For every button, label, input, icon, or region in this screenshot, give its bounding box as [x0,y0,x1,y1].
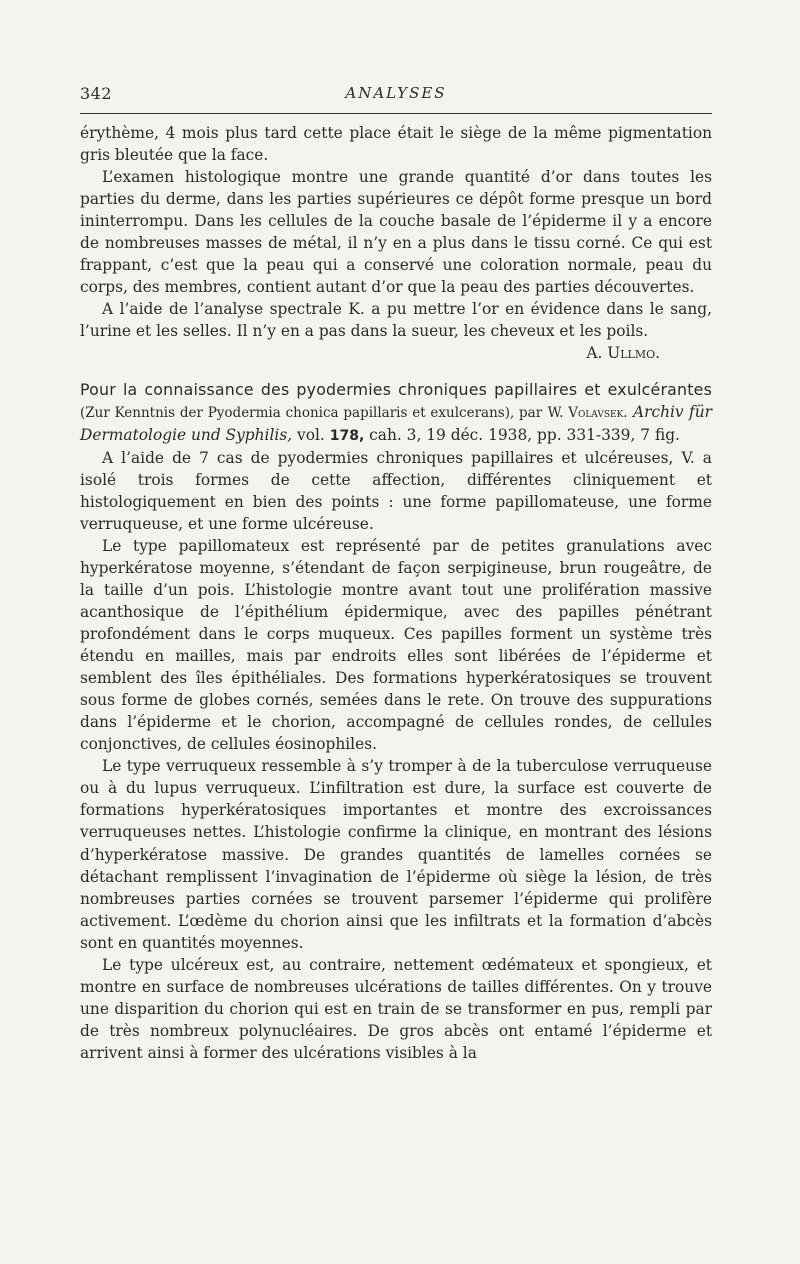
article-title: Pour la connaissance des pyodermies chroniques papillaires et exulcérantes [80,379,712,399]
signature-line [80,342,712,364]
header-rule [80,113,712,114]
page-header [80,84,712,112]
article-author: W. Volavsek. [547,404,628,421]
article-journal: Archiv für Dermatologie und Syphilis, [80,402,712,444]
paragraph: L’examen histologique montre une grande quantité d’or dans toutes les parties du derme, dans les parties supérieures ce dépôt forme presque un bord ininterrompu. Dans les cellules de la couche basale de l’épiderme il y a encore de nombreuses masses de métal, il n’y en a plus dans le tissu corné. Ce qui est frappant, c’est que la peau qui a conservé une coloration normale, peau du corps, des membres, contient autant d’or que la peau des parties découvertes. [80,168,712,297]
paragraph: Le type papillomateux est représenté par de petites granulations avec hyperkératose moyenne, s’étendant de façon serpigineuse, brun rougeâtre, de la taille d’un pois. L’histologie montre avant tout une prolifération massive acanthosique de l’épithélium épidermique, avec des papilles pénétrant profondément dans le corps muqueux. Ces papilles forment un système très étendu en mailles, mais par endroits elles sont libérées de l’épiderme et semblent des îles épithéliales. Des formations hyperkératosiques se trouvent sous forme de globes cornés, semées dans le rete. On trouve des suppurations dans l’épiderme et le chorion, accompagné de cellules rondes, de cellules conjonctives, de cellules éosinophiles. [80,536,712,754]
running-title: ANALYSES [345,84,447,102]
article-vol-prefix: vol. [297,425,325,444]
body-text [80,122,712,1064]
paragraph: érythème, 4 mois plus tard cette place était le siège de la même pigmentation gris bleutée que la face. [80,124,712,165]
article-volume: 178, [329,427,365,444]
signature: A. Ullmo. [586,344,660,363]
article-heading-block [80,379,712,447]
paragraph: A l’aide de 7 cas de pyodermies chroniques papillaires et ulcéreuses, V. a isolé trois formes de cette affection, différentes cliniquement et histologiquement en bien des points : une forme papillomateuse, une forme verruqueuse, et une forme ulcéreuse. [80,448,712,533]
paragraph: A l’aide de l’analyse spectrale K. a pu mettre l’or en évidence dans le sang, l’urine et les selles. Il n’y en a pas dans la sueur, les cheveux et les poils. [80,300,712,341]
article-citation: cah. 3, 19 déc. 1938, pp. 331-339, 7 fig. [369,425,680,444]
paragraph: Le type verruqueux ressemble à s’y tromper à de la tuberculose verruqueuse ou à du lupus verruqueux. L’infiltration est dure, la surface est couverte de formations hyperkératosiques importantes et montre des excroissances verruqueuses nettes. L’histologie confirme la clinique, en montrant des lésions d’hyperkératose massive. De grandes quantités de lamelles cornées se détachant remplissent l’invagination de l’épiderme où siège la lésion, de très nombreuses parties cornées se trouvent parsemer l’épiderme qui prolifère activement. L’œdème du chorion ainsi que les infiltrats et la formation d’abcès sont en quantités moyennes. [80,757,712,952]
article-original-title: (Zur Kenntnis der Pyodermia chonica papillaris et exulcerans), par [80,404,543,421]
paragraph: Le type ulcéreux est, au contraire, nettement œdémateux et spongieux, et montre en surface de nombreuses ulcérations de tailles différentes. On y trouve une disparition du chorion qui est en train de se transformer en pus, rempli par de très nombreux polynucléaires. De gros abcès ont entamé l’épiderme et arrivent ainsi à former des ulcérations visibles à la [80,955,712,1062]
page-number: 342 [80,84,113,103]
